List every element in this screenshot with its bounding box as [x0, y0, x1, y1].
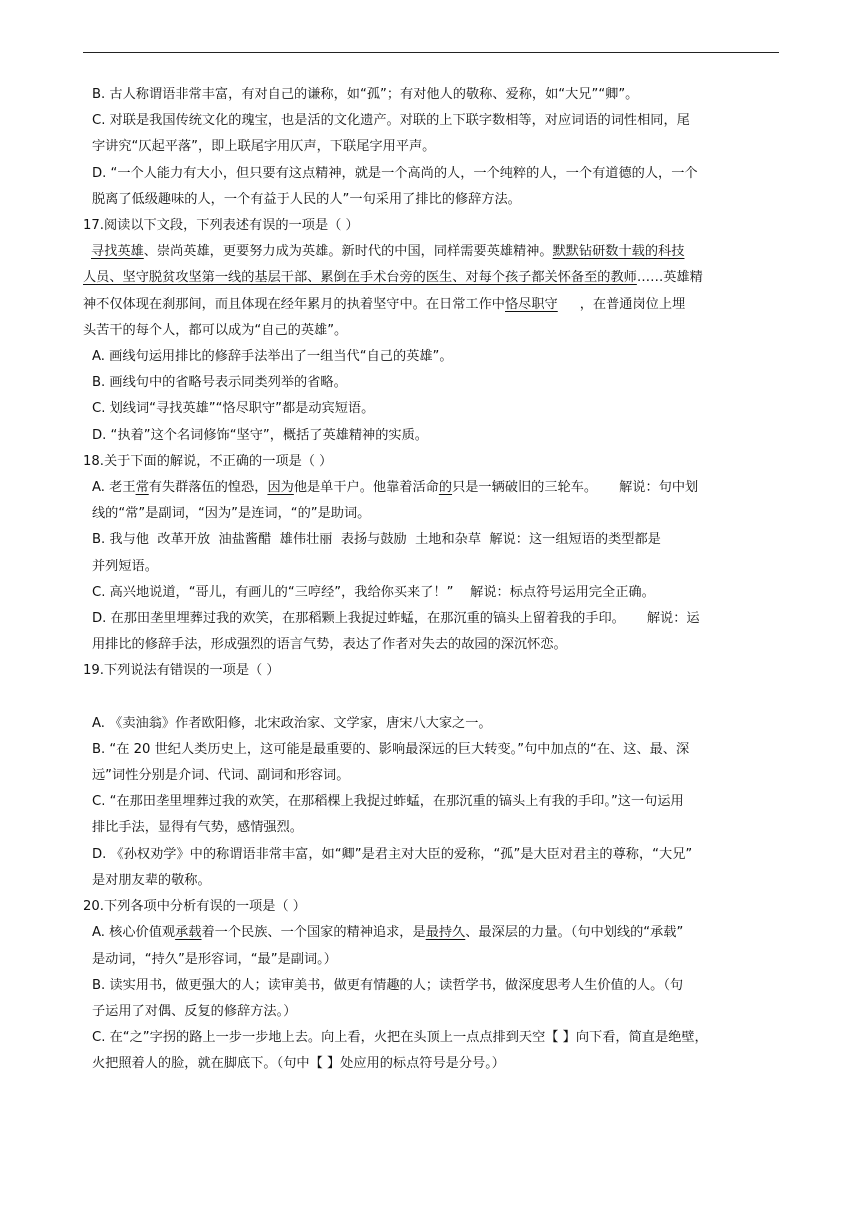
q17-option-b: B. 画线句中的省略号表示同类列举的省略。	[92, 375, 347, 391]
q17-passage-line-2	[83, 265, 777, 291]
header-rule	[83, 52, 779, 53]
q16-option-d-cont: 脱离了低级趣味的人，一个有益于人民的人”一句采用了排比的修辞方法。	[92, 191, 521, 207]
q19-option-d-cont: 是对朋友辈的敬称。	[92, 872, 211, 888]
underlined-word: 因为	[267, 480, 294, 496]
option-text: 只是一辆破旧的三轮车。	[452, 480, 598, 496]
option-text: 他是单干户。他靠着活命	[293, 480, 439, 496]
q17-passage-line-4: 头苦干的每个人，都可以成为“自己的英雄”。	[83, 322, 348, 338]
q19-option-b-cont: 远”词性分别是介词、代词、副词和形容词。	[92, 768, 350, 784]
passage-text: ，在普通岗位上埋	[579, 296, 686, 312]
option-text: A. 老王	[92, 480, 136, 496]
q17-option-c: C. 划线词“寻找英雄”“恪尽职守”都是动宾短语。	[92, 401, 375, 417]
q16-option-c: C. 对联是我国传统文化的瑰宝，也是活的文化遗产。对联的上下联字数相等，对应词语的词性相同，尾	[92, 113, 690, 129]
underlined-word: 常	[135, 480, 149, 496]
q20-option-a-cont: 是动词，“持久”是形容词，“最”是副词。）	[92, 951, 337, 967]
passage-text: 、崇尚英雄，更要努力成为英雄。新时代的中国，同样需要英雄精神。	[143, 244, 553, 260]
q18-option-d-cont: 用排比的修辞手法，形成强烈的语言气势，表达了作者对失去的故园的深沉怀恋。	[92, 637, 567, 653]
q20-option-b: B. 读实用书，做更强大的人；读审美书，做更有情趣的人；读哲学书，做深度思考人生价值的人。（句	[92, 977, 684, 993]
q19-option-c-cont: 排比手法，显得有气势，感情强烈。	[92, 820, 303, 836]
q20-option-c-cont: 火把照着人的脸，就在脚底下。（句中【 】处应用的标点符号是分号。）	[92, 1056, 505, 1072]
q18-stem: 18.关于下面的解说，不正确的一项是（ ）	[83, 453, 333, 469]
option-text: 解说：句中划	[619, 480, 699, 496]
q17-option-a: A. 画线句运用排比的修辞手法举出了一组当代“自己的英雄”。	[92, 349, 453, 365]
q20-option-a	[83, 920, 777, 946]
underlined-word: 最持久	[425, 925, 466, 941]
q20-option-c: C. 在“之”字拐的路上一步一步地上去。向上看，火把在头顶上一点点排到天空【 】向下看，简直是绝壁，	[92, 1030, 708, 1046]
q19-option-a: A. 《卖油翁》作者欧阳修，北宋政治家、文学家，唐宋八大家之一。	[92, 715, 492, 731]
q19-option-b: B. “在 20 世纪人类历史上，这可能是最重要的、影响最深远的巨大转变。”句中加点的“在、这、最、深	[92, 741, 690, 757]
q17-stem: 17.阅读以下文段，下列表述有误的一项是（ ）	[83, 218, 359, 234]
q19-option-d: D. 《孙权劝学》中的称谓语非常丰富，如“卿”是君主对大臣的爱称，“孤”是大臣对君主的尊称，“大兄”	[92, 846, 693, 862]
q20-stem: 20.下列各项中分析有误的一项是（ ）	[83, 899, 306, 915]
q17-passage-line-3	[83, 292, 777, 318]
q18-option-b: B. 我与他 改革开放 油盐酱醋 雄伟壮丽 表扬与鼓励 土地和杂草 解说：这一组短语的类型都是	[92, 532, 661, 548]
option-text: 、最深层的力量。（句中划线的“承载”	[465, 925, 684, 941]
q19-option-c: C. “在那田垄里埋葬过我的欢笑，在那稻棵上我捉过蚱蜢，在那沉重的镐头上有我的手印。”这一句运用	[92, 794, 684, 810]
q18-option-c: C. 高兴地说道，“哥儿，有画儿的“三哼经”，我给你买来了！” 解说：标点符号运用完全正确。	[92, 584, 655, 600]
underlined-word: 的	[438, 480, 453, 496]
q18-option-a	[83, 475, 777, 501]
passage-text: 神不仅体现在刹那间，而且体现在经年累月的执着坚守中。在日常工作中	[83, 296, 505, 312]
q18-option-b-cont: 并列短语。	[92, 558, 158, 574]
q16-option-b: B. 古人称谓语非常丰富，有对自己的谦称，如“孤”；有对他人的敬称、爱称，如“大兄”“卿”。	[92, 87, 639, 102]
option-text: A. 核心价值观	[92, 925, 176, 941]
option-text: D. 在那田垄里埋葬过我的欢笑，在那稻颗上我捉过蚱蜢，在那沉重的镐头上留着我的手印。	[92, 611, 625, 627]
q18-option-d	[83, 606, 777, 632]
blank-spacer	[83, 685, 777, 711]
q20-option-b-cont: 子运用了对偶、反复的修辞方法。）	[92, 1003, 297, 1019]
q16-option-d: D. “一个人能力有大小，但只要有这点精神，就是一个高尚的人，一个纯粹的人，一个有道德的人，一个	[92, 165, 698, 181]
passage-text: ……英雄精	[636, 270, 703, 286]
q19-stem: 19.下列说法有错误的一项是（ ）	[83, 663, 280, 679]
underlined-phrase: 恪尽职守	[505, 296, 558, 312]
underlined-phrase: 寻找英雄	[91, 244, 144, 260]
option-text: 有失群落伍的惶恐，	[148, 480, 268, 496]
underlined-phrase: 默默钻研数十载的科技	[552, 244, 685, 260]
exam-page	[83, 82, 777, 1078]
q16-option-c-cont: 字讲究“仄起平落”，即上联尾字用仄声，下联尾字用平声。	[92, 139, 436, 155]
q17-passage-line-1	[83, 239, 777, 265]
underlined-word: 承载	[175, 925, 202, 941]
option-text: 解说：运	[646, 611, 700, 627]
q18-option-a-cont: 线的“常”是副词，“因为”是连词，“的”是助词。	[92, 506, 371, 522]
underlined-phrase: 人员、坚守脱贫攻坚第一线的基层干部、累倒在手术台旁的医生、对每个孩子都关怀备至的教师	[83, 270, 637, 286]
option-text: 着一个民族、一个国家的精神追求，是	[201, 925, 426, 941]
q17-option-d: D. “执着”这个名词修饰“坚守”，概括了英雄精神的实质。	[92, 427, 428, 443]
